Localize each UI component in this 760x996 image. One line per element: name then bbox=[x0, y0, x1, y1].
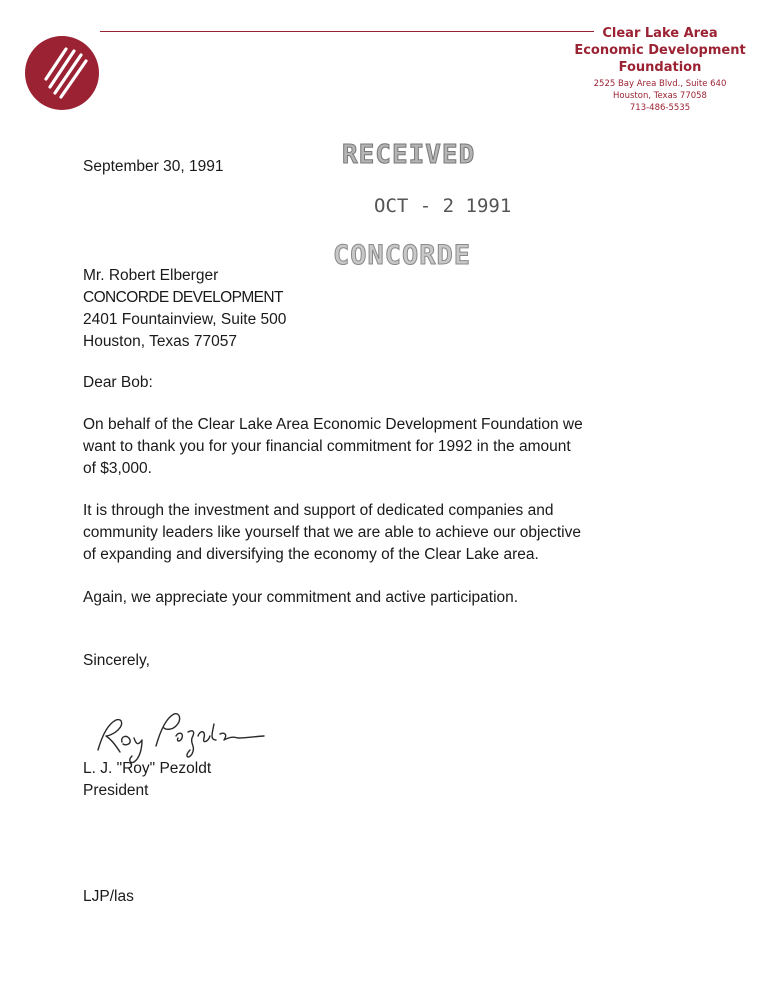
recipient-company: CONCORDE DEVELOPMENT bbox=[83, 289, 283, 306]
signer-title: President bbox=[83, 782, 149, 799]
recipient-name: Mr. Robert Elberger bbox=[83, 267, 219, 284]
org-name-line1: Clear Lake Area bbox=[602, 26, 718, 41]
letterhead-rule bbox=[100, 31, 594, 32]
paragraph-line: want to thank you for your financial commitment for 1992 in the amount bbox=[83, 438, 571, 455]
paragraph-3: Again, we appreciate your commitment and active participation. bbox=[83, 589, 519, 606]
foundation-logo bbox=[24, 35, 100, 111]
closing: Sincerely, bbox=[83, 652, 150, 669]
org-address bbox=[560, 78, 760, 114]
org-address-line2: Houston, Texas 77058 bbox=[613, 91, 707, 101]
recipient-street: 2401 Fountainview, Suite 500 bbox=[83, 311, 287, 328]
org-name-line2: Economic Development bbox=[574, 43, 746, 58]
signer-name: L. J. "Roy" Pezoldt bbox=[83, 760, 212, 777]
org-address-line1: 2525 Bay Area Blvd., Suite 640 bbox=[593, 79, 727, 89]
signer-block bbox=[83, 758, 211, 802]
handwritten-signature bbox=[92, 706, 268, 766]
received-stamp-company: CONCORDE bbox=[333, 240, 472, 271]
org-name-line3: Foundation bbox=[618, 60, 702, 75]
paragraph-line: community leaders like yourself that we are able to achieve our objective bbox=[83, 524, 581, 541]
paragraph-line: of expanding and diversifying the economy of the Clear Lake area. bbox=[83, 546, 539, 563]
paragraph-1 bbox=[83, 414, 583, 480]
reference-initials: LJP/las bbox=[83, 888, 134, 905]
recipient-address bbox=[83, 265, 286, 353]
salutation: Dear Bob: bbox=[83, 374, 153, 391]
org-name bbox=[560, 25, 760, 76]
recipient-city: Houston, Texas 77057 bbox=[83, 333, 237, 350]
paragraph-2 bbox=[83, 500, 581, 566]
org-phone: 713-486-5535 bbox=[629, 103, 691, 113]
letter-date: September 30, 1991 bbox=[83, 158, 224, 175]
paragraph-line: It is through the investment and support of dedicated companies and bbox=[83, 502, 554, 519]
received-stamp: RECEIVED bbox=[342, 140, 476, 170]
paragraph-line: of $3,000. bbox=[83, 460, 152, 477]
received-stamp-date: OCT - 2 1991 bbox=[374, 195, 512, 217]
paragraph-line: On behalf of the Clear Lake Area Economic Development Foundation we bbox=[83, 416, 583, 433]
